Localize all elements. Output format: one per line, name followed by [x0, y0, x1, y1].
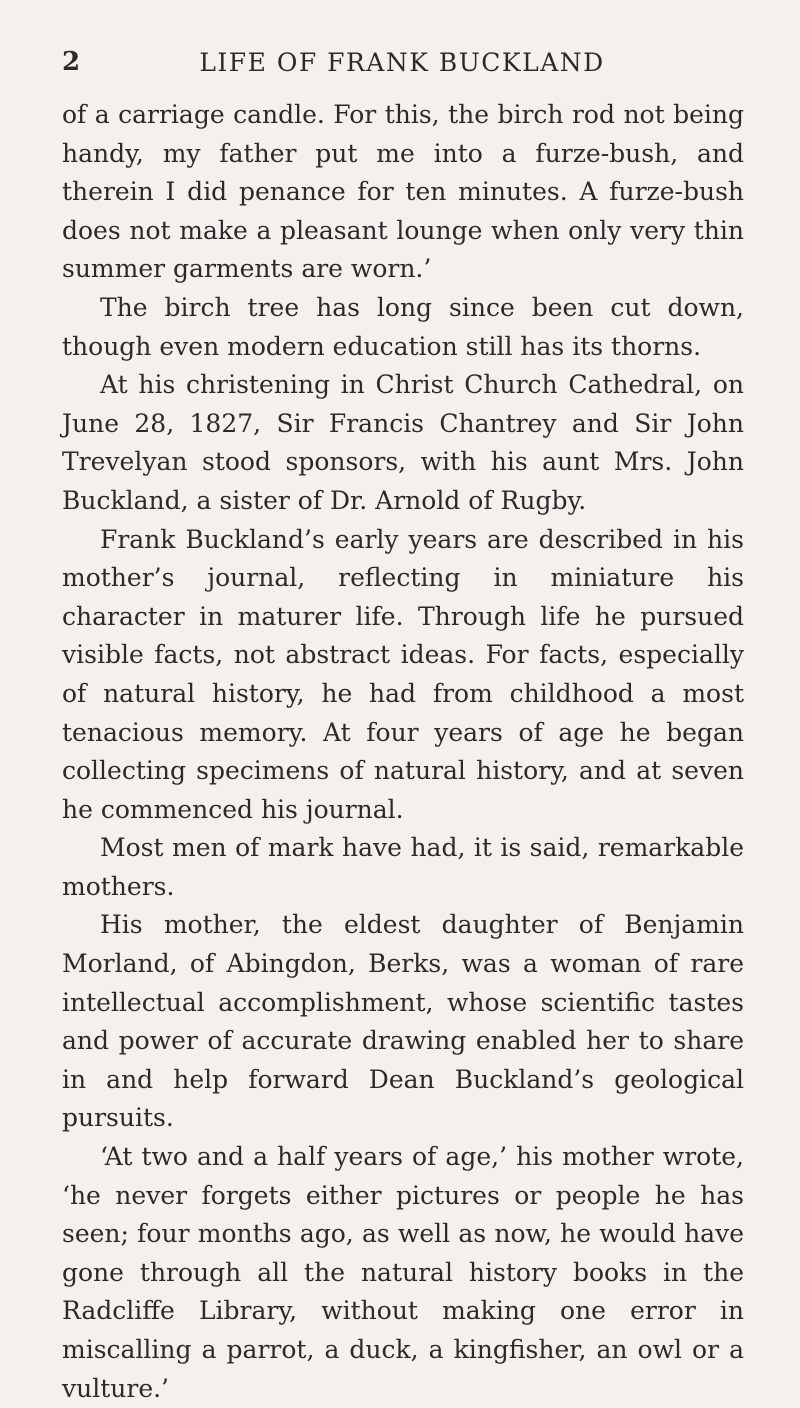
- running-title: LIFE OF FRANK BUCKLAND: [199, 47, 605, 77]
- paragraph-his-mother: His mother, the eldest daughter of Benjamin Morland, of Abingdon, Berks, was a woman of rare intellectual accomplishment, whose scientific tastes and power of accurate drawing enabled her to share in and help forward Dean Buckland’s geological pursuits.: [62, 910, 744, 1133]
- page-header: [62, 40, 742, 84]
- paragraph-mother-quote: ‘At two and a half years of age,’ his mother wrote, ‘he never forgets either pictures or people he has seen; four months ago, as well as now, he would have gone through all the natural history books in the Radcliffe Library, without making one error in miscalling a parrot, a duck, a kingfisher, an owl or a vulture.’: [62, 1142, 744, 1403]
- paragraph-continuation: of a carriage candle. For this, the birch rod not being handy, my father put me into a furze-bush, and therein I did penance for ten minutes. A furze-bush does not make a pleasant lounge when only very thin summer garments are worn.’: [62, 100, 744, 284]
- body-text: [62, 96, 744, 1408]
- paragraph-christening: At his christening in Christ Church Cathedral, on June 28, 1827, Sir Francis Chantrey and Sir John Trevelyan stood sponsors, with his aunt Mrs. John Buckland, a sister of Dr. Arnold of Rugby.: [62, 370, 744, 515]
- paragraph-birch-tree: The birch tree has long since been cut down, though even modern education still has its thorns.: [62, 292, 744, 361]
- page-number: 2: [62, 47, 82, 77]
- paragraph-remarkable-mothers: Most men of mark have had, it is said, remarkable mothers.: [62, 833, 744, 901]
- paragraph-early-years: Frank Buckland’s early years are described in his mother’s journal, reflecting in miniature his character in maturer life. Through life he pursued visible facts, not abstract ideas. For facts, especially of natural history, he had from childhood a most tenacious memory. At four years of age he began collecting specimens of natural history, and at seven he commenced his journal.: [62, 524, 744, 824]
